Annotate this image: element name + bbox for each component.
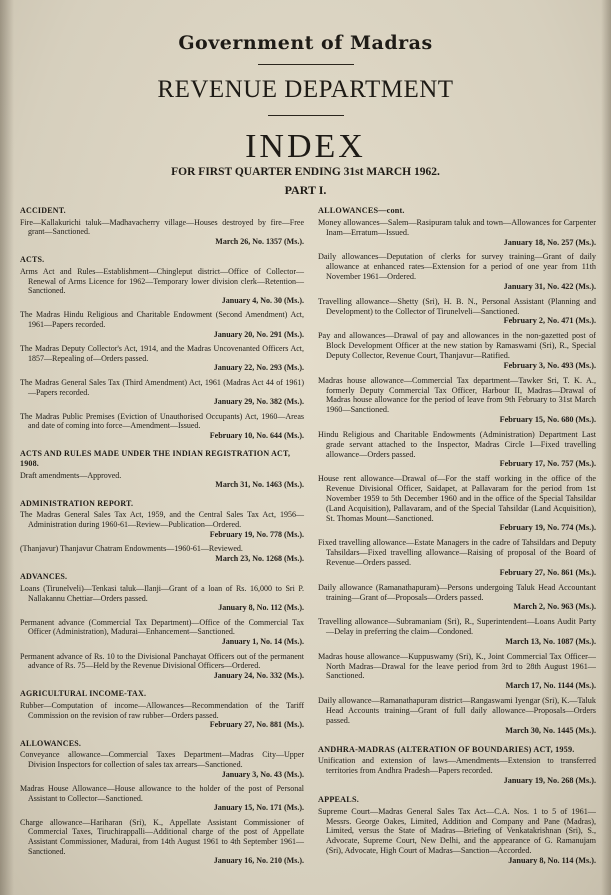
index-entry [20, 784, 304, 813]
index-entry [20, 584, 304, 613]
entry-reference: January 31, No. 422 (Ms.). [503, 281, 596, 291]
entry-text: House rent allowance—Drawal of—For the staff working in the office of the Revenue Divisional Officer, Saidapet, at Pallavaram for the period from 1st November 1959 to 5th December 1960 and in the office of the Special Tahsildar (Land Acquisition), Pallavaram, and of the Special Tahsildar (Land Acquisition), St. Thomas Mount—Sanctioned. [318, 474, 596, 523]
index-entry [318, 474, 596, 533]
entry-text: Draft amendments—Approved. [20, 470, 122, 480]
header-rule [258, 64, 354, 65]
entry-text: Rubber—Computation of income—Allowances—Recommendation of the Tariff Commission on the revision of raw rubber—Orders passed. [20, 700, 304, 720]
entry-reference: January 19, No. 268 (Ms.). [503, 776, 596, 786]
index-entry [20, 471, 304, 490]
entry-reference: January 8, No. 112 (Ms.). [218, 603, 304, 613]
department-title: REVENUE DEPARTMENT [157, 76, 454, 103]
entry-reference: January 18, No. 257 (Ms.). [503, 237, 596, 247]
entry-reference: February 19, No. 778 (Ms.). [209, 529, 304, 539]
index-entry [318, 297, 596, 327]
entry-reference: January 24, No. 332 (Ms.). [213, 670, 304, 680]
index-entry [318, 807, 596, 866]
entry-reference: January 20, No. 291 (Ms.). [213, 329, 304, 339]
quarter-subtitle: FOR FIRST QUARTER ENDING 31st MARCH 1962. [171, 166, 440, 178]
entry-text: The Madras Deputy Collector's Act, 1914, and the Madras Uncovenanted Officers Act, 1857—Repealing of—Orders passed. [20, 344, 304, 363]
index-section [20, 499, 304, 564]
entry-reference: March 17, No. 1144 (Ms.). [505, 681, 596, 691]
entry-reference: February 19, No. 774 (Ms.). [499, 523, 596, 533]
index-title: INDEX [245, 128, 366, 165]
entry-reference: February 2, No. 471 (Ms.). [503, 316, 596, 326]
part-label: PART I. [284, 183, 327, 197]
entry-reference: March 30, No. 1445 (Ms.). [505, 725, 596, 735]
entry-text: Fixed travelling allowance—Estate Managers in the cadre of Tahsildars and Deputy Tahsildars—Fixed travelling allowance—Raising of proposal of the Board of Revenue—Orders passed. [318, 538, 596, 567]
entry-reference: March 31, No. 1463 (Ms.). [215, 480, 304, 490]
index-entry [20, 378, 304, 407]
entry-reference: January 15, No. 171 (Ms.). [213, 803, 304, 813]
entry-reference: February 3, No. 493 (Ms.). [503, 360, 596, 370]
section-heading: ACTS AND RULES MADE UNDER THE INDIAN REGISTRATION ACT, 1908. [20, 449, 291, 469]
header-rule-small [268, 115, 344, 116]
index-entry [20, 750, 304, 779]
entry-text: Travelling allowance—Shetty (Sri), H. B. N., Personal Assistant (Planning and Development) to the Collector of Tirunelveli—Sanctioned. [318, 296, 596, 316]
section-heading: ANDHRA-MADRAS (ALTERATION OF BOUNDARIES) ACT, 1959. [318, 744, 575, 754]
index-section [20, 689, 304, 729]
index-entry [318, 252, 596, 291]
index-column-left [20, 206, 304, 875]
index-entry [318, 652, 596, 691]
government-title: Government of Madras [178, 32, 433, 54]
entry-text: The Madras General Sales Tax (Third Amendment) Act, 1961 (Madras Act 44 of 1961)—Papers recorded. [20, 377, 304, 397]
section-heading: ALLOWANCES. [20, 738, 82, 748]
index-entry [20, 218, 304, 247]
entry-text: Madras house allowance—Kuppuswamy (Sri), K., Joint Commercial Tax Officer—North Madras—Drawal for the leave period from 3rd to 28th August 1961—Sanctioned. [318, 651, 596, 681]
entry-text: Daily allowance—Ramanathapuram district—Rangaswami Iyengar (Sri), K.—Taluk Head Accounts training—Grant of full daily allowance—Proposals—Orders passed. [318, 696, 596, 725]
entry-reference: February 27, No. 881 (Ms.). [209, 720, 304, 730]
entry-reference: February 17, No. 757 (Ms.). [499, 459, 596, 469]
entry-text: Conveyance allowance—Commercial Taxes Department—Madras City—Upper Division Inspectors for collection of sales tax arrears—Sanctioned. [20, 750, 304, 769]
entry-text: Money allowances—Salem—Rasipuram taluk and town—Allowances for Carpenter Inam—Erratum—Issued. [318, 217, 596, 237]
index-entry [318, 430, 596, 469]
index-section [318, 795, 596, 866]
entry-reference: February 15, No. 680 (Ms.). [499, 415, 596, 425]
entry-reference: February 27, No. 861 (Ms.). [499, 567, 596, 577]
index-entry [20, 618, 304, 647]
index-entry [318, 538, 596, 577]
section-heading: APPEALS. [318, 794, 359, 804]
section-heading: ADVANCES. [20, 572, 68, 582]
entry-reference: March 13, No. 1087 (Ms.). [505, 636, 596, 646]
entry-text: (Thanjavur) Thanjavur Chatram Endowments—1960-61—Reviewed. [20, 544, 243, 554]
entry-reference: February 10, No. 644 (Ms.). [209, 430, 304, 440]
section-heading: AGRICULTURAL INCOME-TAX. [20, 689, 147, 699]
entry-text: Supreme Court—Madras General Sales Tax Act—C.A. Nos. 1 to 5 of 1961—Messrs. George Oakes, Limited, Addition and Company and Pane (Madras), Limited, versus the State of Madras—Briefing of Venkatakrishnan (Sri), S., Advocate, Supreme Court, New Delhi, and the appearance of G. Ramanujam (Sri), Advocate, High Court of Madras—Sanction—Accorded. [318, 806, 596, 856]
index-entry [20, 310, 304, 339]
entry-text: Madras House Allowance—House allowance to the holder of the post of Personal Assistant to Collector—Sanctioned. [20, 784, 304, 803]
entry-reference: January 4, No. 30 (Ms.). [221, 295, 304, 305]
entry-text: Daily allowances—Deputation of clerks for survey training—Grant of daily allowance at enhanced rates—Extension for a period of one year from 11th November 1961—Ordered. [318, 252, 596, 282]
entry-reference: January 29, No. 382 (Ms.). [213, 397, 304, 407]
section-heading: ACTS. [20, 255, 45, 265]
entry-reference: January 22, No. 293 (Ms.). [213, 363, 304, 373]
entry-text: Unification and extension of laws—Amendments—Extension to transferred territories from Andhra Pradesh—Papers recorded. [318, 756, 596, 776]
entry-reference: March 2, No. 963 (Ms.). [513, 602, 596, 612]
index-entry [318, 376, 596, 425]
entry-text: The Madras General Sales Tax Act, 1959, and the Central Sales Tax Act, 1956—Administration during 1960-61—Review—Publication—Ordered. [20, 510, 304, 530]
entry-text: The Madras Public Premises (Eviction of Unauthorised Occupants) Act, 1960—Areas and date of coming into force—Amendment—Issued. [20, 411, 304, 431]
index-section [20, 206, 304, 246]
entry-reference: January 8, No. 114 (Ms.). [508, 855, 596, 865]
index-entry [20, 267, 304, 305]
index-section [20, 449, 304, 489]
section-heading: ADMINISTRATION REPORT. [20, 498, 134, 508]
entry-text: The Madras Hindu Religious and Charitable Endowment (Second Amendment) Act, 1961—Papers recorded. [20, 310, 304, 329]
entry-text: Fire—Kallakurichi taluk—Madhavacherry village—Houses destroyed by fire—Free grant—Sanctioned. [20, 217, 304, 237]
entry-text: Travelling allowance—Subramaniam (Sri), R., Superintendent—Loans Audit Party—Delay in preferring the claim—Condoned. [318, 617, 596, 637]
entry-text: Permanent advance of Rs. 10 to the Divisional Panchayat Officers out of the permanent advance of Rs. 75—Held by the Revenue Divisional Officers—Ordered. [20, 651, 304, 671]
entry-text: Pay and allowances—Drawal of pay and allowances in the non-gazetted post of Block Development Officer at the new station by Ramaswami (Sri), R., Special Deputy Collector, Revenue Court, Thanjavur—Ratified. [318, 331, 596, 360]
index-entry [20, 510, 304, 539]
entry-text: Hindu Religious and Charitable Endowments (Administration) Department Last grade servant attached to the Inspector, Madras Circle I—Fixed travelling allowance—Orders passed. [318, 429, 596, 459]
index-section [318, 206, 596, 736]
index-entry [318, 696, 596, 735]
index-entry [20, 344, 304, 373]
index-column-right [318, 206, 596, 875]
index-section [20, 572, 304, 680]
index-entry [318, 331, 596, 370]
index-section [20, 255, 304, 440]
index-entry [20, 701, 304, 730]
index-entry [20, 412, 304, 441]
entry-text: Arms Act and Rules—Establishment—Chingleput district—Office of Collector—Renewal of Arms Licence for 1962—Temporary lower division clerk—Retention—Sanctioned. [20, 266, 304, 296]
index-entry [318, 756, 596, 786]
section-heading: ALLOWANCES—cont. [318, 206, 405, 215]
entry-text: Charge allowance—Hariharan (Sri), K., Appellate Assistant Commissioner of Commercial Taxes, Tiruchirappalli—Additional charge of the post of Appellate Assistant Commissioner, Madurai, from 14th August 1961 to 4th September 1961—Sanctioned. [20, 817, 304, 856]
entry-reference: January 1, No. 14 (Ms.). [221, 636, 304, 646]
section-heading: ACCIDENT. [20, 206, 66, 215]
index-entry [20, 652, 304, 681]
index-section [20, 739, 304, 866]
index-entry [318, 218, 596, 248]
index-entry [318, 583, 596, 613]
entry-reference: March 26, No. 1357 (Ms.). [215, 236, 304, 246]
entry-reference: January 3, No. 43 (Ms.). [221, 769, 304, 779]
entry-text: Daily allowance (Ramanathapuram)—Persons undergoing Taluk Head Accountant training—Grant of—Proposals—Orders passed. [318, 582, 596, 602]
entry-text: Permanent advance (Commercial Tax Department)—Office of the Commercial Tax Officer (Administration), Madurai—Enhancement—Sanctioned. [20, 617, 304, 637]
index-section [318, 745, 596, 786]
index-entry [20, 818, 304, 866]
index-entry [318, 617, 596, 647]
index-entry [20, 544, 304, 563]
entry-reference: January 16, No. 210 (Ms.). [213, 856, 304, 866]
entry-reference: March 23, No. 1268 (Ms.). [215, 553, 304, 563]
entry-text: Loans (Tirunelveli)—Tenkasi taluk—Ilanji—Grant of a loan of Rs. 16,000 to Sri P. Nallakannu Chettiar—Orders passed. [20, 584, 304, 603]
entry-text: Madras house allowance—Commercial Tax department—Tawker Sri, T. K. A., formerly Deputy Commercial Tax Officer, Harbour II, Madras—Drawal of Madras house allowance for the period of leave from 9th February to 31st March 1960—Sanctioned. [318, 375, 596, 415]
